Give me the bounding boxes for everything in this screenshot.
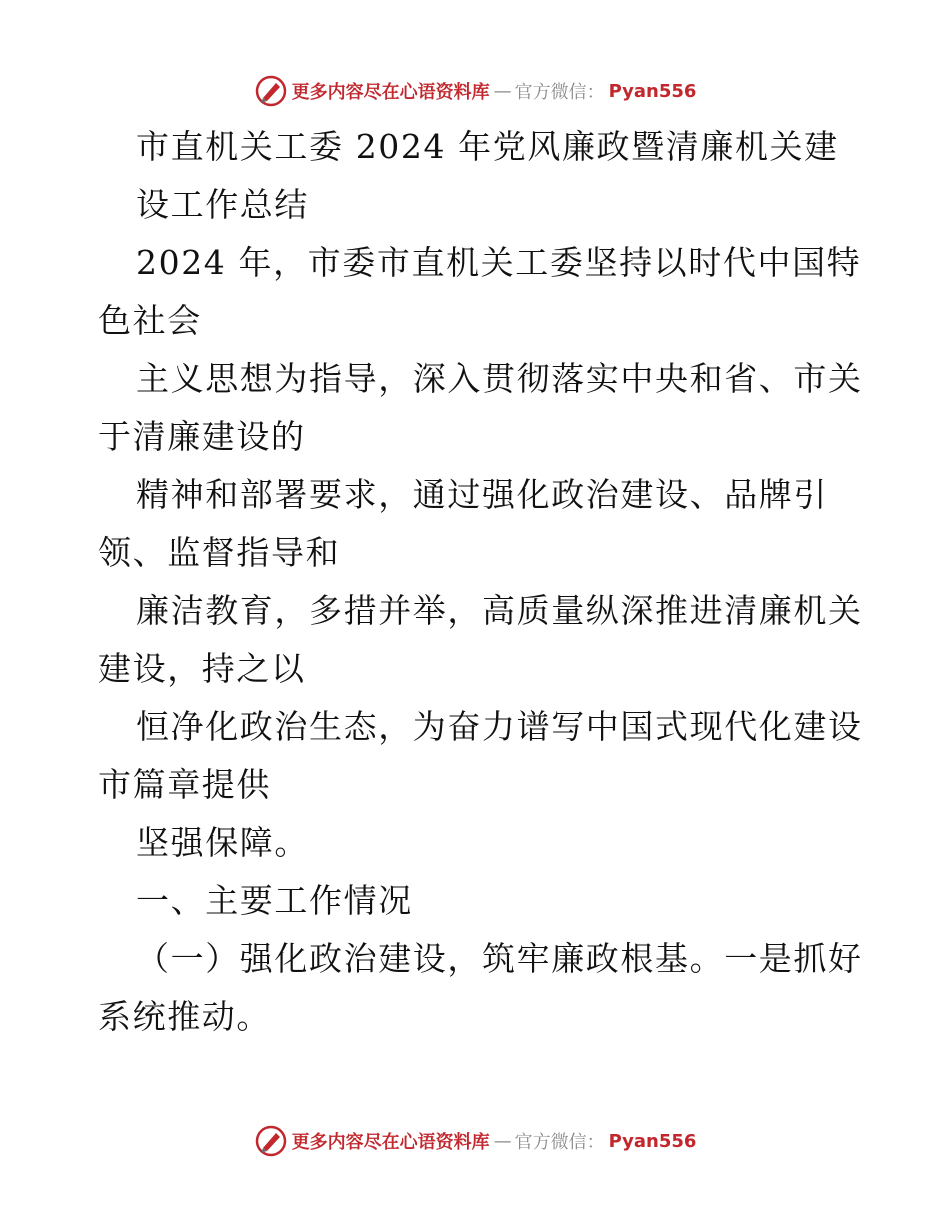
banner-main-text: 更多内容尽在心语资料库 [291, 1132, 490, 1153]
text-line-10: 市篇章提供 [98, 765, 271, 804]
text-line-8: 建设，持之以 [98, 649, 306, 688]
document-body [98, 118, 863, 1046]
banner-separator: — [493, 80, 511, 102]
footer-watermark-banner [0, 1121, 950, 1161]
text-line-14: 系统推动。 [98, 997, 271, 1036]
text-line-9: 恒净化政治生态，为奋力谱写中国式现代化建设 [136, 707, 863, 746]
banner-wechat-id: Pyan556 [608, 80, 697, 102]
text-line-11: 坚强保障。 [136, 823, 309, 862]
text-line-6: 领、监督指导和 [98, 533, 341, 572]
text-line-5: 精神和部署要求，通过强化政治建设、品牌引 [136, 475, 828, 514]
text-line-2: 色社会 [98, 301, 202, 340]
banner-main-text: 更多内容尽在心语资料库 [291, 82, 490, 103]
text-line-4: 于清廉建设的 [98, 417, 306, 456]
section-heading: 一、主要工作情况 [136, 881, 413, 920]
banner-sub-text: 官方微信： [514, 82, 605, 103]
banner-separator: — [493, 1130, 511, 1152]
banner-sub-text: 官方微信： [514, 1132, 605, 1153]
text-line-7: 廉洁教育，多措并举，高质量纵深推进清廉机关 [136, 591, 863, 630]
banner-wechat-id: Pyan556 [608, 1130, 697, 1152]
document-title-line-2: 设工作总结 [136, 185, 309, 224]
pen-logo-icon [254, 74, 288, 108]
document-title-line-1: 市直机关工委 2024 年党风廉政暨清廉机关建 [136, 127, 839, 166]
header-watermark-banner [0, 71, 950, 111]
text-line-1: 2024 年，市委市直机关工委坚持以时代中国特 [136, 243, 862, 282]
text-line-3: 主义思想为指导，深入贯彻落实中央和省、市关 [136, 359, 863, 398]
pen-logo-icon [254, 1124, 288, 1158]
text-line-13: （一）强化政治建设，筑牢廉政根基。一是抓好 [136, 939, 863, 978]
